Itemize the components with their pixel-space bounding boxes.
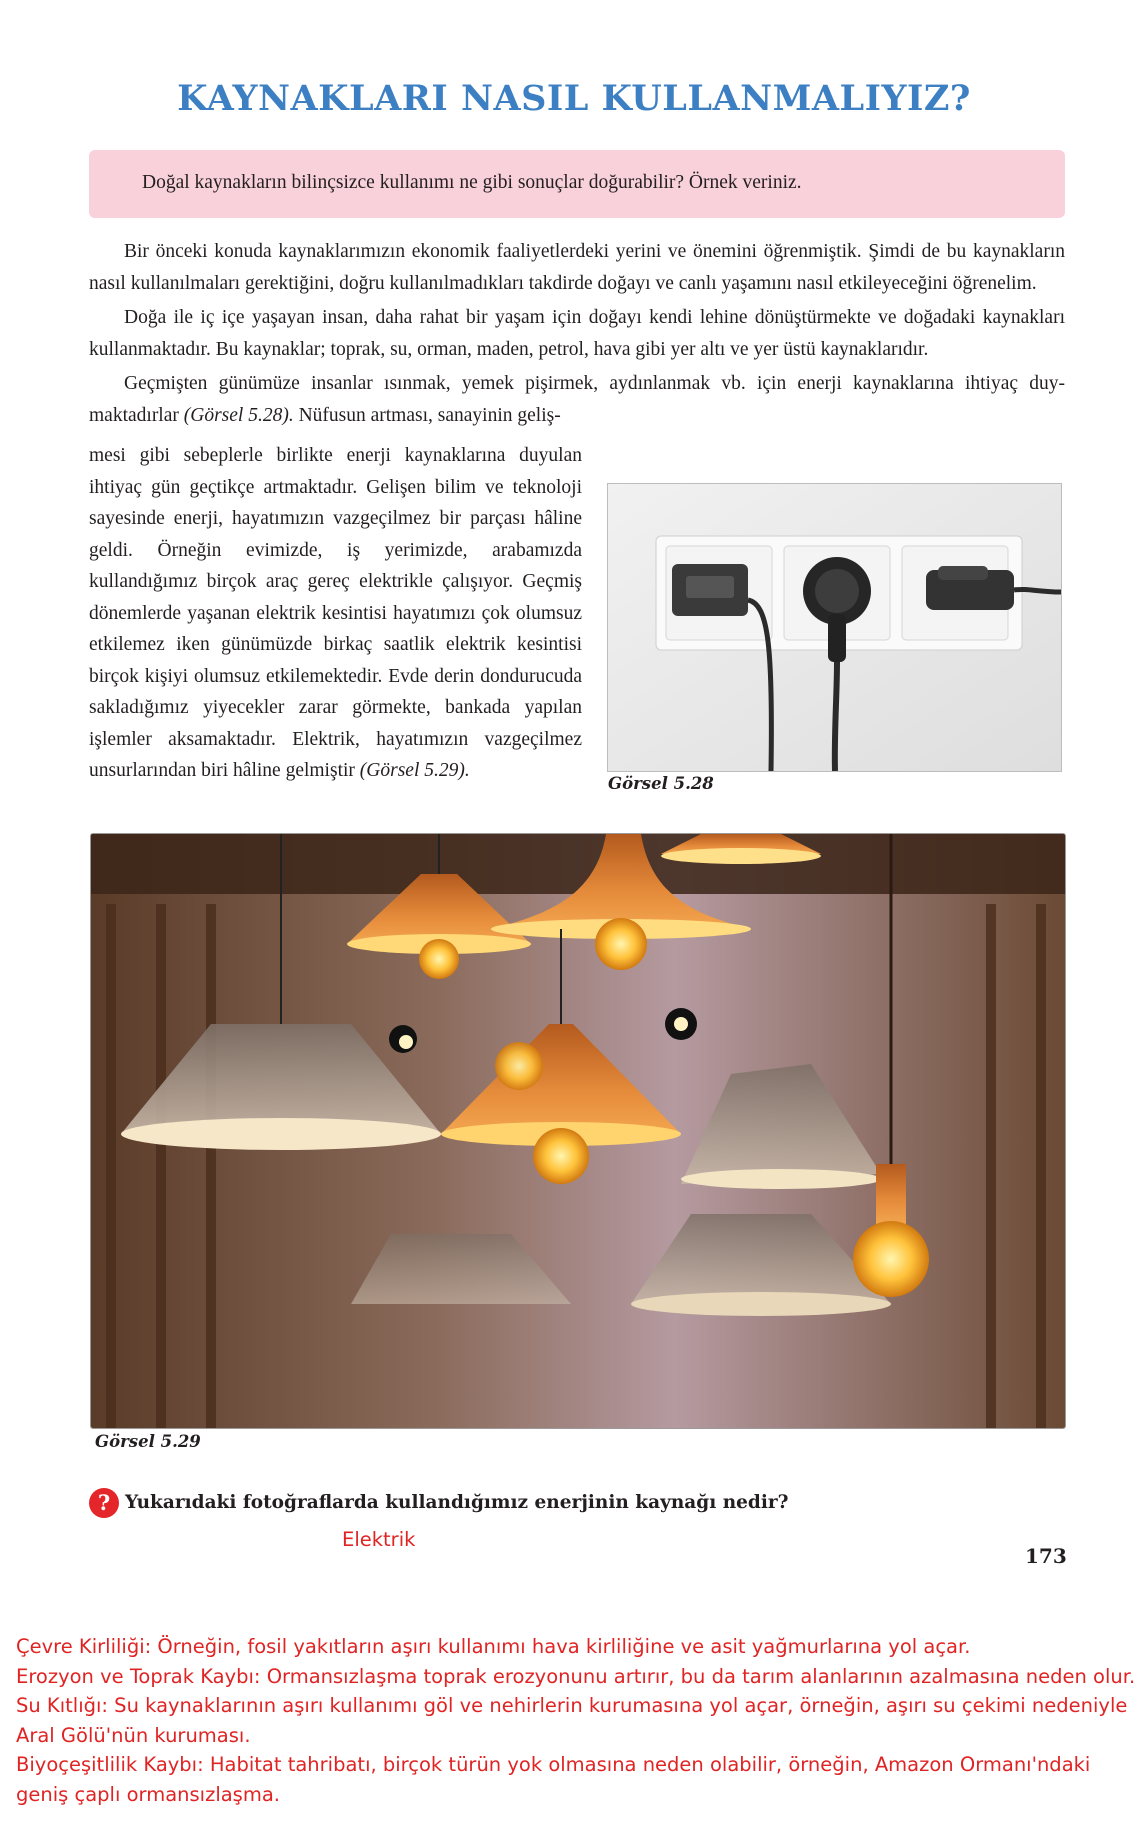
note-1: Çevre Kirliliği: Örneğin, fosil yakıtların aşırı kullanımı hava kirliliğine ve asit yağmurlarına yol açar. xyxy=(16,1635,971,1658)
page-title: KAYNAKLARI NASIL KULLANMALIYIZ? xyxy=(177,78,971,119)
figure-ref-5-28: (Görsel 5.28). xyxy=(183,404,294,426)
bottom-question-text: Yukarıdaki fotoğraflarda kullandığımız enerjinin kaynağı nedir? xyxy=(125,1492,789,1513)
paragraph-3-wrap-text: mesi gibi sebeplerle birlikte enerji kaynaklarına duyulan ihtiyaç gün geçtikçe artmaktadır. Gelişen bilim ve teknoloji sayesinde enerji, hayatımızın vazgeçilmez bir parçası hâline geldi. Örneğin evimizde, iş yerimizde, arabamızda kullandığımız birçok araç gereç elektrikle çalışıyor. Geçmiş dönemlerde yaşanan elektrik kesintisi hayatımızı çok olumsuz etkilemez iken günümüzde birkaç saatlik elektrik kesintisi birçok kişiyi olumsuz etkilemektedir. Evde derin dondurucuda sakladığımız yiyecekler zarar görmekte, bankada yapılan işlemler aksamaktadır. Elektrik, hayatımızın vazgeçilmez unsurlarından biri hâline gelmiştir xyxy=(89,445,582,781)
figure-ref-5-29: (Görsel 5.29). xyxy=(359,760,470,781)
paragraph-3-line-1: Geçmişten günümüze insanlar ısınmak, yemek pişirmek, aydınlanmak vb. için enerji kaynaklarına ihtiyaç duy- xyxy=(124,373,1065,394)
question-box xyxy=(89,150,1065,218)
handwritten-notes xyxy=(16,1632,1136,1809)
note-4: Biyoçeşitlilik Kaybı: Habitat tahribatı, birçok türün yok olmasına neden olabilir, örneğin, Amazon Ormanı'ndaki geniş çaplı ormansızlaşma. xyxy=(16,1753,1091,1806)
sockets-illustration xyxy=(608,484,1061,771)
paragraph-3-wrap xyxy=(89,440,582,787)
lamps-illustration xyxy=(91,834,1065,1428)
body-text xyxy=(89,236,1065,431)
figure-5-28-sockets-image xyxy=(607,483,1062,772)
note-3: Su Kıtlığı: Su kaynaklarının aşırı kullanımı göl ve nehirlerin kurumasına yol açar, örneğin, aşırı su çekimi nedeniyle Aral Gölü'nün kuruması. xyxy=(16,1694,1128,1747)
page-number: 173 xyxy=(1025,1544,1067,1568)
paragraph-3-cont: Nüfusun artması, sanayinin geliş- xyxy=(293,404,561,426)
figure-5-28-caption: Görsel 5.28 xyxy=(608,774,714,793)
answer-text: Elektrik xyxy=(342,1528,416,1551)
bottom-question xyxy=(89,1488,788,1518)
figure-5-29-caption: Görsel 5.29 xyxy=(95,1432,201,1451)
paragraph-3-line-2 xyxy=(89,400,1065,432)
question-box-text: Doğal kaynakların bilinçsizce kullanımı ne gibi sonuçlar doğurabilir? Örnek veriniz. xyxy=(142,172,802,193)
paragraph-1: Bir önceki konuda kaynaklarımızın ekonomik faaliyetlerdeki yerini ve önemini öğrenmiştik. Şimdi de bu kaynakların nasıl kullanılmaları gerektiğini, doğru kullanılmadıkları takdirde doğayı ve canlı yaşamını nasıl etkileyeceğini öğrenelim. xyxy=(89,241,1065,294)
paragraph-2: Doğa ile iç içe yaşayan insan, daha rahat bir yaşam için doğayı kendi lehine dönüştürmekte ve doğadaki kaynakları kullanmaktadır. Bu kaynaklar; toprak, su, orman, maden, petrol, hava gibi yer altı ve yer üstü kaynaklarıdır. xyxy=(89,307,1065,360)
question-mark-icon: ? xyxy=(89,1488,119,1518)
figure-5-29-lamps-image xyxy=(90,833,1066,1429)
note-2: Erozyon ve Toprak Kaybı: Ormansızlaşma toprak erozyonunu artırır, bu da tarım alanlarının azalmasına neden olur. xyxy=(16,1664,1136,1688)
paragraph-3-start: maktadırlar xyxy=(89,404,179,426)
